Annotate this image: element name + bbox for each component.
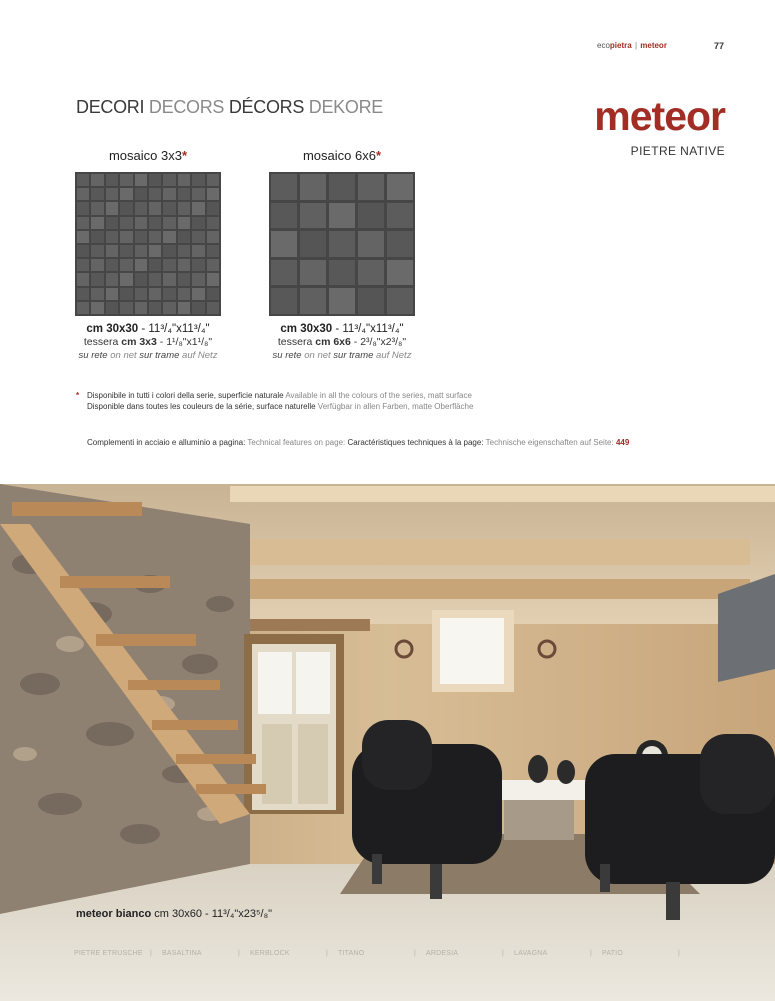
mosaic-tessera [387,203,413,229]
bottom-nav-separator: | [149,950,152,957]
bottom-nav-item[interactable] [162,950,250,957]
mosaic-tessera [207,217,219,229]
tessera-inches: - 2³/₈"x2³/₈" [350,336,407,348]
note-asterisk: * [76,391,80,400]
mosaic-tessera [77,188,89,200]
bottom-nav-label: KERBLOCK [250,950,290,957]
tile-name: mosaico 3x3 [108,148,182,163]
mosaic-tessera [178,174,190,186]
mosaic-tessera [149,202,161,214]
section-title [76,97,383,118]
running-header-series: meteor [640,41,667,50]
mosaic-tessera [120,174,132,186]
brand-subtitle: PIETRE NATIVE [630,144,725,158]
mosaic-tessera [192,245,204,257]
mosaic-tessera [106,188,118,200]
mosaic-tessera [192,202,204,214]
mosaic-tessera [120,202,132,214]
note-en: Available in all the colours of the series, matt surface [285,391,472,400]
mosaic-tessera [77,288,89,300]
mosaic-tessera [120,273,132,285]
mosaic-tessera [135,231,147,243]
bottom-nav-label: LAVAGNA [514,950,548,957]
caption-product: meteor bianco [76,908,152,920]
bottom-nav-label: ARDESIA [426,950,459,957]
mosaic-tessera [192,302,204,314]
mosaic-tessera [149,231,161,243]
mosaic-tessera [300,203,326,229]
running-header-pietra: pietra [609,41,632,50]
mosaic-tessera [178,288,190,300]
mosaic-tessera [106,288,118,300]
mosaic-tessera [149,174,161,186]
tessera-prefix: tessera [83,336,122,348]
mosaic-tessera [163,245,175,257]
mosaic-tessera [271,288,297,314]
mosaic-tessera [91,231,103,243]
tessera-inches: - 1¹/₈"x1¹/₈" [156,336,213,348]
caption-size: cm 30x60 - 11³/₄"x23⁵/₈" [151,908,273,920]
mosaic-tessera [178,245,190,257]
mosaic-tessera [207,302,219,314]
bottom-nav-item[interactable] [514,950,602,957]
mosaic-tessera [135,245,147,257]
net-it: su rete [78,350,108,361]
window [440,618,504,684]
mosaic-tessera [178,202,190,214]
tile-info-mosaico-3x3 [53,323,243,362]
bottom-nav-item[interactable] [74,950,162,957]
mosaic-tessera [358,260,384,286]
mosaic-tessera [207,245,219,257]
mosaic-tessera [91,259,103,271]
tile-size-inches: - 11³/₄"x11³/₄" [332,323,404,335]
mosaic-tessera [300,231,326,257]
mosaic-tessera [77,217,89,229]
mosaic-tessera [163,288,175,300]
mosaic-tessera [387,288,413,314]
mosaic-tessera [106,302,118,314]
mosaic-tessera [358,174,384,200]
mosaic-tessera [178,273,190,285]
asterisk-mark: * [181,148,188,163]
interior-photo [0,484,775,1001]
bottom-nav-item[interactable] [426,950,514,957]
bottom-nav-label: PATIO [602,950,623,957]
bottom-nav-separator: | [501,950,504,957]
mosaic-tessera [192,174,204,186]
availability-note [76,390,636,412]
tessera-size: cm 6x6 [315,336,351,348]
mosaic-tessera [387,260,413,286]
mosaic-tessera [329,288,355,314]
mosaic-tessera [120,188,132,200]
mosaic-tessera [106,202,118,214]
mosaic-tessera [192,288,204,300]
mosaic-tessera [178,259,190,271]
title-decori: DECORI [76,97,145,117]
mosaic-tessera [358,203,384,229]
brand-logo: meteor [594,93,725,139]
note-fr: Disponible dans toutes les couleurs de la série, surface naturelle [87,402,318,411]
bottom-nav-separator: | [325,950,328,957]
note-it: Disponibile in tutti i colori della serie, superficie naturale [87,391,286,400]
mosaic-tessera [329,231,355,257]
mosaic-tessera [207,259,219,271]
mosaic-tessera [120,259,132,271]
mosaic-tessera [149,302,161,314]
mosaic-tessera [271,174,297,200]
mosaic-tessera [207,273,219,285]
tile-title-mosaico-6x6 [247,148,437,168]
mosaic-tessera [163,231,175,243]
mosaic-tessera [77,302,89,314]
bottom-nav-separator: | [589,950,592,957]
mosaic-tessera [135,302,147,314]
mosaic-tessera [106,174,118,186]
mosaic-tessera [192,273,204,285]
mosaic-tessera [300,288,326,314]
mosaic-tessera [387,231,413,257]
mosaic-tessera [120,217,132,229]
mosaic-tessera [329,260,355,286]
mosaic-tessera [163,273,175,285]
mosaic-tessera [178,188,190,200]
title-decors: DECORS [148,97,225,117]
mosaic-tessera [77,259,89,271]
mosaic-tessera [271,231,297,257]
mosaic-tessera [163,174,175,186]
compl-fr: Caractéristiques techniques à la page: [347,438,486,447]
compl-page-link[interactable]: 449 [615,438,630,447]
mosaic-tessera [300,260,326,286]
bottom-nav-label: PIETRE ETRUSCHE [74,950,143,957]
mosaic-tessera [192,217,204,229]
mosaic-tessera [149,259,161,271]
bottom-nav-item[interactable] [250,950,338,957]
mosaic-tessera [192,231,204,243]
mosaic-tessera [91,245,103,257]
bottom-nav-separator: | [237,950,240,957]
mosaic-6x6-swatch [269,172,415,316]
mosaic-tessera [106,273,118,285]
title-dekore: DEKORE [308,97,383,117]
mosaic-tessera [91,288,103,300]
mosaic-tessera [207,188,219,200]
mosaic-tessera [91,217,103,229]
mosaic-tessera [163,259,175,271]
mosaic-tessera [135,288,147,300]
mosaic-tessera [178,302,190,314]
running-header-eco: eco [597,41,610,50]
net-en: on net [301,350,334,361]
mosaic-tessera [358,231,384,257]
net-fr: sur trame [333,350,374,361]
mosaic-tessera [77,273,89,285]
mosaic-tessera [329,203,355,229]
mosaic-tessera [77,174,89,186]
mosaic-tessera [120,302,132,314]
mosaic-tessera [91,273,103,285]
mosaic-tessera [149,273,161,285]
mosaic-tessera [149,188,161,200]
mosaic-tessera [358,288,384,314]
mosaic-tessera [135,202,147,214]
title-decors-fr: DÉCORS [228,97,305,117]
tessera-prefix: tessera [277,336,316,348]
mosaic-tessera [135,174,147,186]
vase [557,760,575,784]
compl-it: Complementi in acciaio e alluminio a pagina: [87,438,248,447]
tile-size: cm 30x30 [280,323,333,335]
mosaic-tessera [91,202,103,214]
net-de: auf Netz [373,350,412,361]
vase [528,755,548,783]
mosaic-tessera [178,231,190,243]
mosaic-tessera [149,245,161,257]
note-de: Verfügbar in allen Farben, matte Oberfläche [317,402,474,411]
mosaic-tessera [192,188,204,200]
mosaic-tessera [120,288,132,300]
bottom-nav-item[interactable] [338,950,426,957]
mosaic-tessera [163,217,175,229]
mosaic-tessera [163,188,175,200]
bottom-nav-label: TITANO [338,950,365,957]
mosaic-tessera [120,245,132,257]
mosaic-tessera [106,231,118,243]
bottom-series-nav [74,950,774,957]
tile-name: mosaico 6x6 [302,148,376,163]
mosaic-tessera [91,302,103,314]
mosaic-tessera [178,217,190,229]
complements-line [87,438,629,447]
mosaic-tessera [106,245,118,257]
mosaic-tessera [207,202,219,214]
mosaic-tessera [135,273,147,285]
mosaic-tessera [120,231,132,243]
mosaic-tessera [149,217,161,229]
mosaic-tessera [271,203,297,229]
mosaic-tessera [329,174,355,200]
tile-size-inches: - 11³/₄"x11³/₄" [138,323,210,335]
page-number: 77 [714,41,725,51]
mosaic-tessera [163,202,175,214]
ceiling-beam [230,486,775,502]
asterisk-mark: * [375,148,382,163]
net-de: auf Netz [179,350,218,361]
mosaic-tessera [163,302,175,314]
compl-de: Technische eigenschaften auf Seite: [485,438,616,447]
bottom-nav-separator: | [413,950,416,957]
tile-size: cm 30x30 [86,323,139,335]
bottom-nav-item[interactable] [602,950,690,957]
mosaic-tessera [135,217,147,229]
tessera-size: cm 3x3 [121,336,157,348]
ceiling-beam [190,579,750,599]
mosaic-tessera [300,174,326,200]
bottom-nav-label: BASALTINA [162,950,202,957]
mosaic-tessera [91,174,103,186]
mosaic-tessera [106,217,118,229]
mosaic-tessera [135,188,147,200]
photo-caption [76,908,272,920]
mosaic-tessera [106,259,118,271]
mosaic-tessera [192,259,204,271]
bottom-nav-separator: | [677,950,680,957]
mosaic-tessera [207,288,219,300]
running-header-separator: | [634,41,638,50]
mosaic-tessera [77,231,89,243]
mosaic-tessera [207,174,219,186]
mosaic-tessera [91,188,103,200]
mosaic-tessera [207,231,219,243]
running-header [597,41,667,50]
mosaic-tessera [387,174,413,200]
mosaic-tessera [77,245,89,257]
mosaic-3x3-swatch [75,172,221,316]
net-en: on net [107,350,140,361]
tile-title-mosaico-3x3 [53,148,243,168]
mosaic-tessera [149,288,161,300]
net-it: su rete [272,350,302,361]
mosaic-tessera [135,259,147,271]
mosaic-tessera [77,202,89,214]
mosaic-tessera [271,260,297,286]
tile-info-mosaico-6x6 [247,323,437,362]
net-fr: sur trame [139,350,180,361]
compl-en: Technical features on page: [247,438,348,447]
